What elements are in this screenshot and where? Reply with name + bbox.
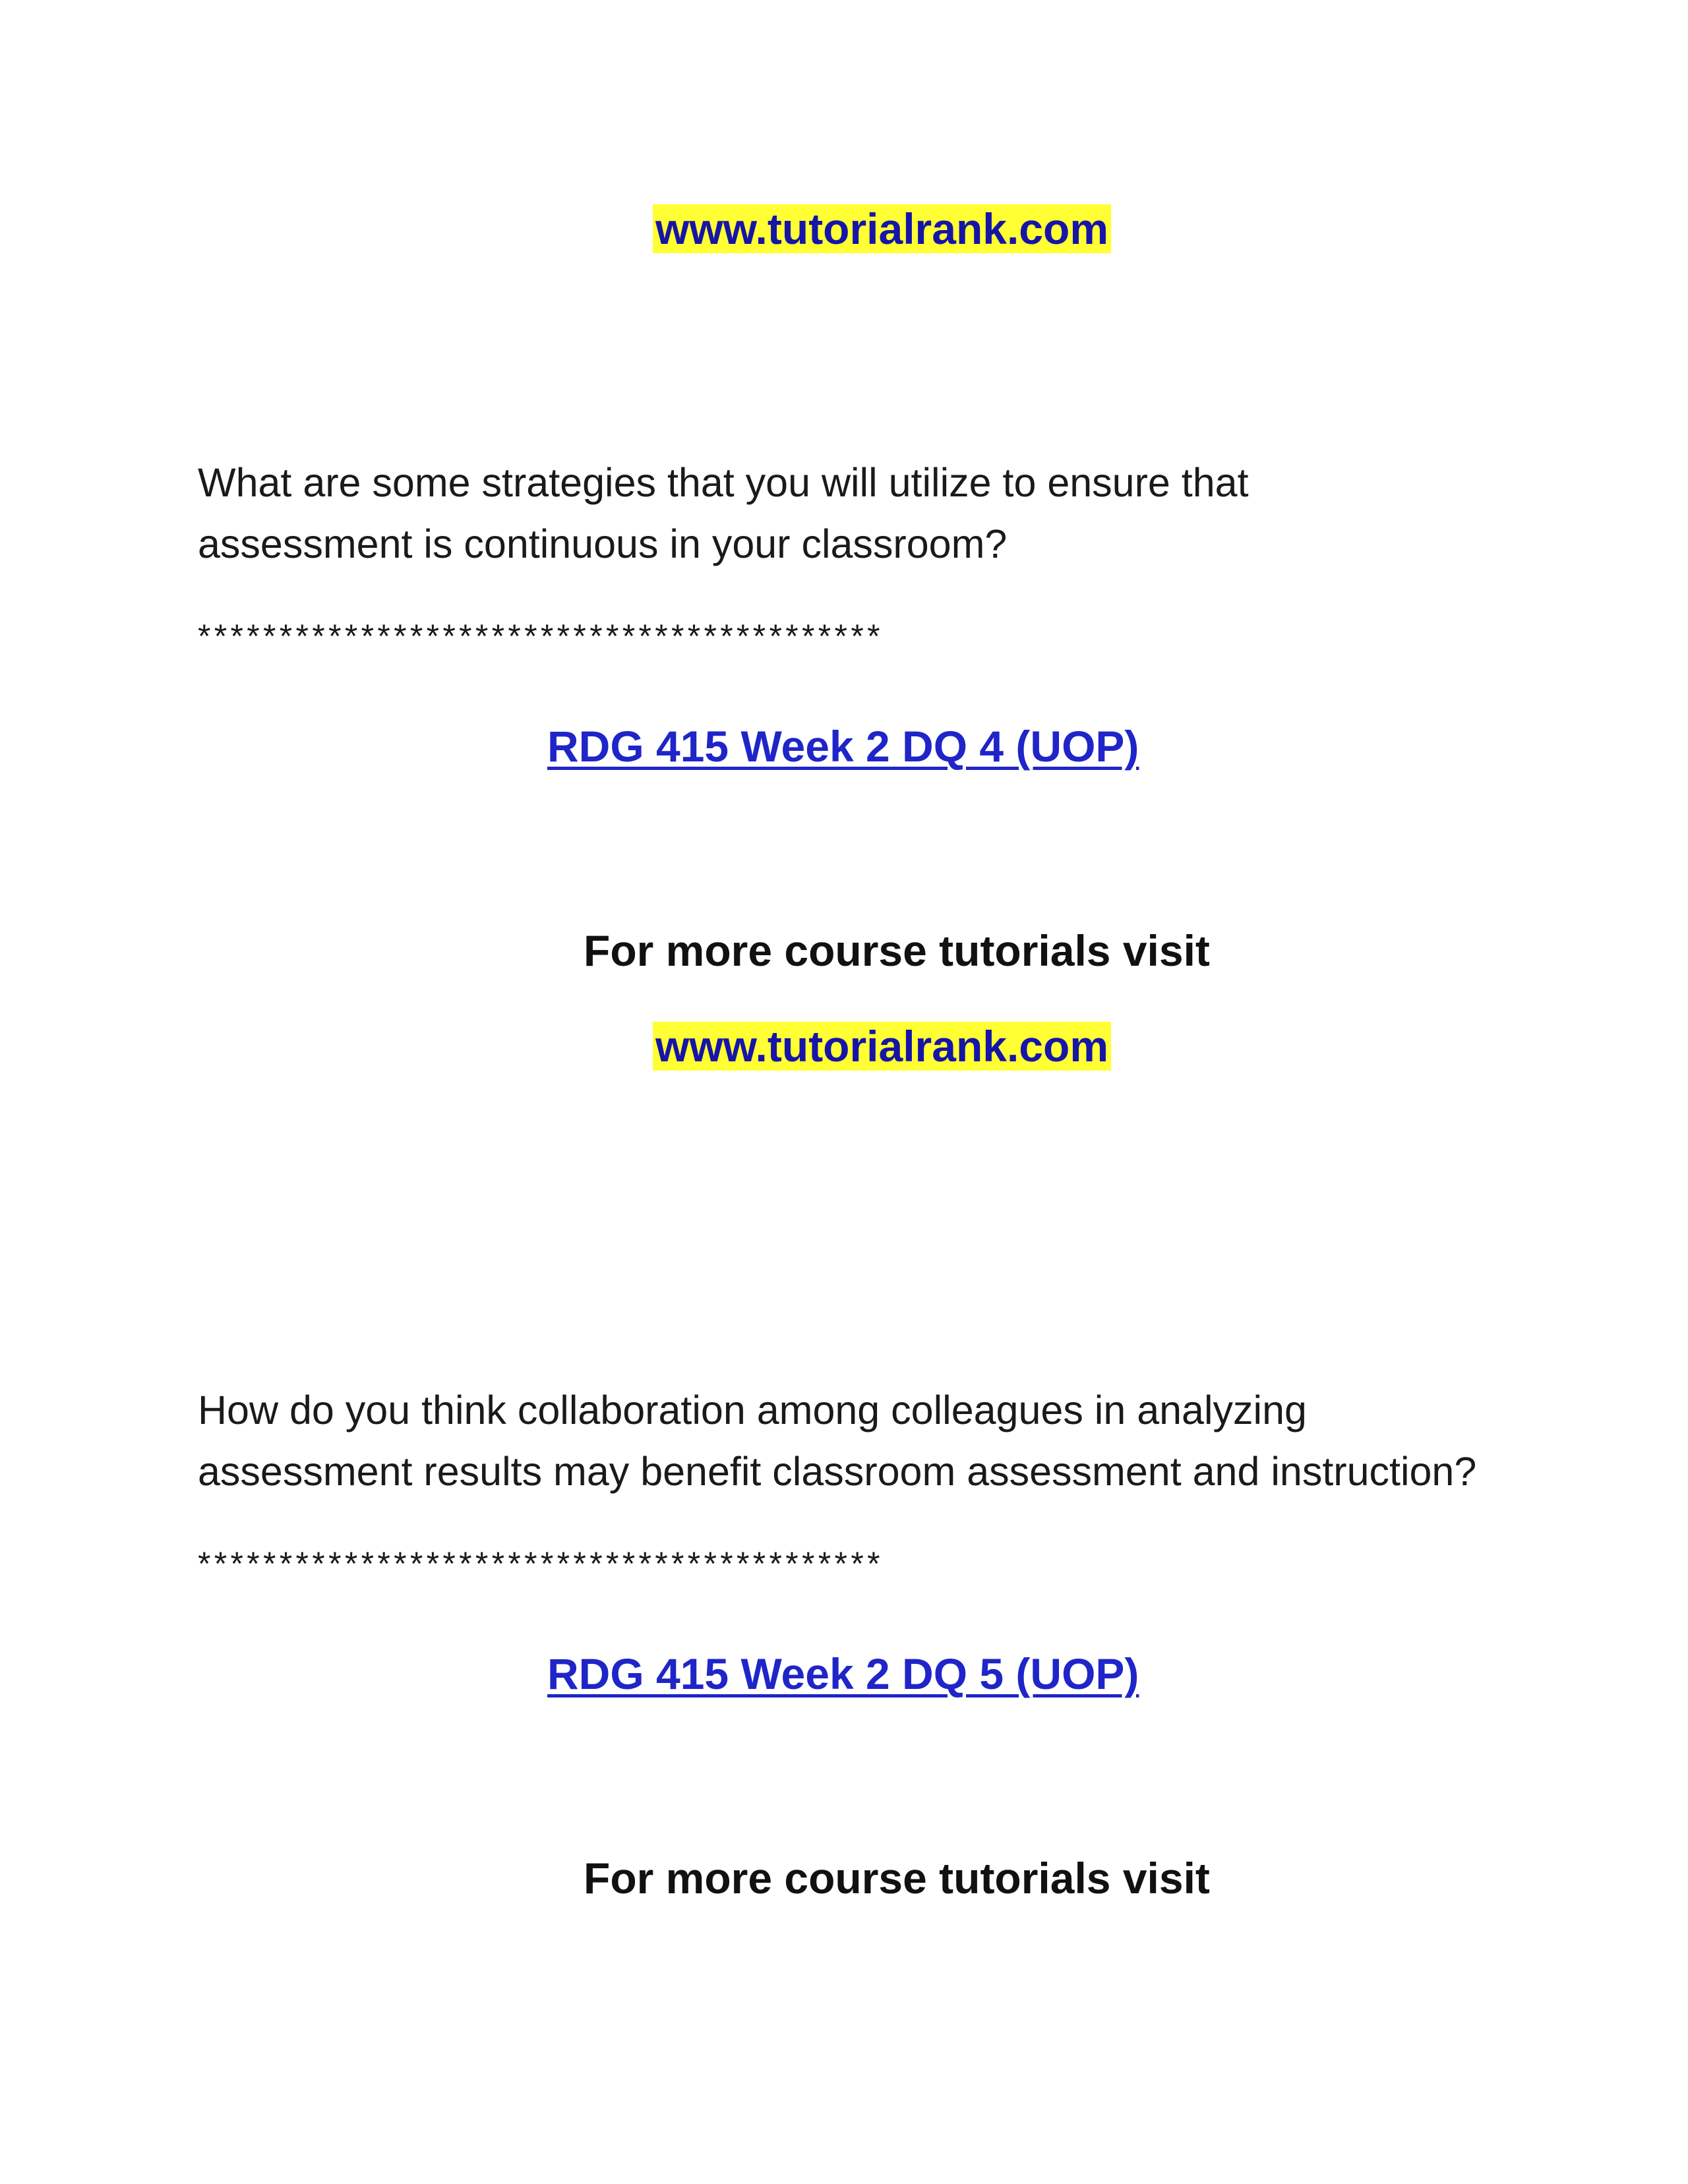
site-url-link[interactable]: www.tutorialrank.com <box>653 204 1111 253</box>
question-text-line-2: assessment is continuous in your classroom? <box>198 521 1008 566</box>
question-text-line-1: What are some strategies that you will utilize to ensure that <box>198 460 1249 505</box>
visit-text: For more course tutorials visit <box>584 1854 1210 1903</box>
site-url-footer <box>653 1015 1111 1077</box>
course-title-line <box>547 715 1139 777</box>
course-title-link[interactable]: RDG 415 Week 2 DQ 4 (UOP) <box>547 722 1139 771</box>
question-text-line-1: How do you think collaboration among colleagues in analyzing <box>198 1388 1307 1432</box>
separator-stars: ****************************************** <box>198 1545 884 1582</box>
course-title-line <box>547 1643 1139 1705</box>
separator-stars: ****************************************** <box>198 618 884 655</box>
site-url-link[interactable]: www.tutorialrank.com <box>653 1022 1111 1071</box>
site-url-header <box>653 198 1111 260</box>
visit-text: For more course tutorials visit <box>584 926 1210 975</box>
course-title-link[interactable]: RDG 415 Week 2 DQ 5 (UOP) <box>547 1649 1139 1698</box>
question-text-line-2: assessment results may benefit classroom assessment and instruction? <box>198 1449 1477 1494</box>
